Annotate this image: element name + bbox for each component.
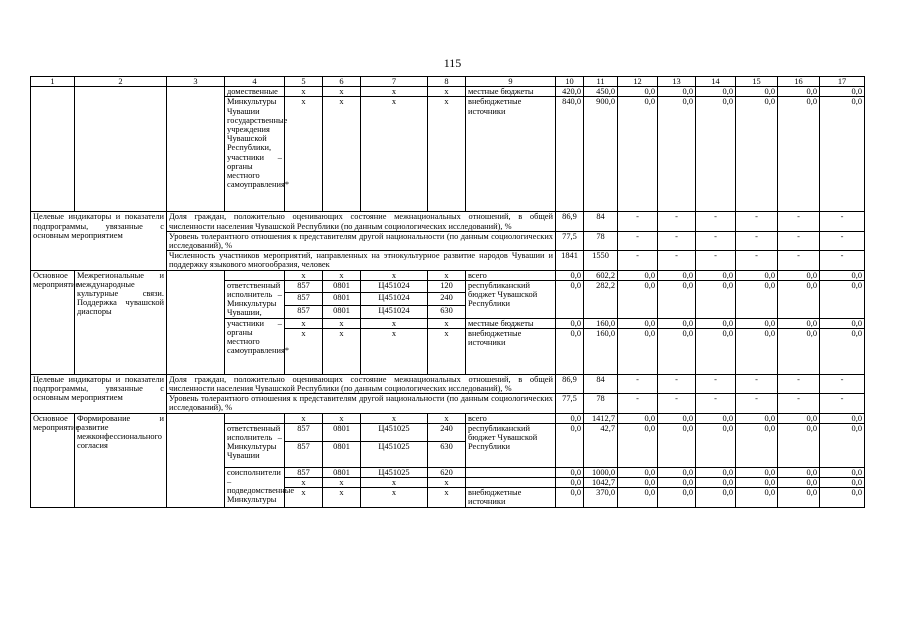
col-num: 12 [618, 77, 658, 87]
amount-cell: 0,0 [618, 280, 658, 318]
amount-cell: 0,0 [556, 270, 584, 280]
funding-source [466, 467, 556, 477]
amount-cell: 0,0 [658, 87, 696, 97]
table-row [31, 87, 865, 97]
code-grbs: x [285, 87, 323, 97]
col-num: 1 [31, 77, 75, 87]
col-num: 4 [225, 77, 285, 87]
indicator-dash: - [658, 251, 696, 270]
code-target-article: Ц451024 [361, 280, 428, 293]
funding-source: внебюджетные источники [466, 328, 556, 374]
amount-cell: 0,0 [778, 467, 820, 477]
col3-cell [167, 270, 225, 374]
measure-type: Основное мероприятие [31, 270, 75, 374]
code-grbs: x [285, 478, 323, 488]
amount-cell: 0,0 [820, 478, 865, 488]
amount-cell: 0,0 [658, 478, 696, 488]
code-target-article: Ц451025 [361, 423, 428, 441]
amount-cell: 0,0 [820, 270, 865, 280]
code-section: x [323, 270, 361, 280]
amount-cell: 900,0 [584, 97, 618, 212]
amount-cell: 0,0 [736, 488, 778, 507]
code-section: x [323, 488, 361, 507]
amount-cell: 0,0 [658, 270, 696, 280]
indicator-value: 1550 [584, 251, 618, 270]
executor-cell: домественные [225, 87, 285, 97]
indicator-dash: - [778, 212, 820, 231]
amount-cell: 1042,7 [584, 478, 618, 488]
code-section: 0801 [323, 467, 361, 477]
code-expense-type: x [428, 413, 466, 423]
code-expense-type: x [428, 318, 466, 328]
funding-source: внебюджетные источники [466, 97, 556, 212]
indicator-dash: - [820, 231, 865, 250]
code-target-article: Ц451024 [361, 293, 428, 306]
code-expense-type: x [428, 270, 466, 280]
amount-cell: 0,0 [696, 318, 736, 328]
amount-cell: 0,0 [696, 87, 736, 97]
indicator-value: 86,9 [556, 212, 584, 231]
amount-cell: 0,0 [736, 478, 778, 488]
code-expense-type: 240 [428, 293, 466, 306]
indicator-value: 78 [584, 394, 618, 413]
measure-name: Межрегиональные и международные культурные связи. Поддержка чувашской диаспоры [75, 270, 167, 374]
amount-cell: 0,0 [658, 467, 696, 477]
amount-cell: 0,0 [820, 280, 865, 318]
amount-cell: 0,0 [658, 97, 696, 212]
col-num: 13 [658, 77, 696, 87]
col-num: 6 [323, 77, 361, 87]
code-expense-type: x [428, 328, 466, 374]
col3-cell [167, 87, 225, 212]
code-expense-type: x [428, 87, 466, 97]
code-section: 0801 [323, 306, 361, 319]
amount-cell: 602,2 [584, 270, 618, 280]
code-section: x [323, 413, 361, 423]
code-target-article: x [361, 328, 428, 374]
code-grbs: x [285, 97, 323, 212]
amount-cell: 0,0 [618, 270, 658, 280]
col-num: 2 [75, 77, 167, 87]
amount-cell: 0,0 [618, 478, 658, 488]
amount-cell: 0,0 [736, 270, 778, 280]
code-target-article: x [361, 97, 428, 212]
code-expense-type: 630 [428, 441, 466, 467]
code-expense-type: 120 [428, 280, 466, 293]
amount-cell: 0,0 [736, 318, 778, 328]
col-num: 17 [820, 77, 865, 87]
col-num: 9 [466, 77, 556, 87]
amount-cell: 0,0 [618, 318, 658, 328]
amount-cell: 0,0 [696, 413, 736, 423]
funding-source: местные бюджеты [466, 318, 556, 328]
amount-cell: 0,0 [820, 87, 865, 97]
amount-cell: 0,0 [778, 97, 820, 212]
amount-cell: 0,0 [696, 270, 736, 280]
amount-cell: 0,0 [736, 328, 778, 374]
amount-cell: 840,0 [556, 97, 584, 212]
program-table [30, 76, 865, 508]
col3-cell [167, 413, 225, 507]
indicator-dash: - [618, 231, 658, 250]
amount-cell: 0,0 [618, 488, 658, 507]
indicator-dash: - [820, 212, 865, 231]
col-num: 11 [584, 77, 618, 87]
executor-cell: ответственный исполнитель – Минкультуры Чувашии [225, 423, 285, 467]
indicator-text: Уровень толерантного отношения к представителям другой национальности (по данным социологических исследований), % [167, 231, 556, 250]
indicator-dash: - [658, 394, 696, 413]
code-grbs: 857 [285, 467, 323, 477]
measure-name: Формирование и развитие межконфессионального согласия [75, 413, 167, 507]
funding-source: внебюджетные источники [466, 488, 556, 507]
indicator-dash: - [696, 251, 736, 270]
code-target-article: Ц451025 [361, 467, 428, 477]
code-expense-type: 620 [428, 467, 466, 477]
indicator-dash: - [658, 212, 696, 231]
indicator-text: Численность участников мероприятий, направленных на этнокультурное развитие народов Чувашии и поддержку языкового многообразия, человек [167, 251, 556, 270]
amount-cell: 0,0 [820, 318, 865, 328]
amount-cell: 0,0 [778, 318, 820, 328]
executor-cell: соисполнители – подведомственные Минкультуры [225, 467, 285, 507]
amount-cell: 420,0 [556, 87, 584, 97]
code-grbs: 857 [285, 423, 323, 441]
executor-cell: участники – органы местного самоуправления* [225, 318, 285, 374]
executor-cell: ответственный исполнитель – Минкультуры Чувашии, [225, 280, 285, 318]
amount-cell: 0,0 [820, 413, 865, 423]
amount-cell: 0,0 [820, 488, 865, 507]
code-grbs: x [285, 318, 323, 328]
amount-cell: 0,0 [556, 467, 584, 477]
funding-source: местные бюджеты [466, 87, 556, 97]
indicator-dash: - [696, 394, 736, 413]
amount-cell: 0,0 [778, 87, 820, 97]
amount-cell: 0,0 [696, 478, 736, 488]
indicator-dash: - [736, 374, 778, 393]
code-section: 0801 [323, 280, 361, 293]
code-expense-type: x [428, 97, 466, 212]
amount-cell: 450,0 [584, 87, 618, 97]
indicator-row [31, 374, 865, 393]
indicator-dash: - [618, 212, 658, 231]
code-grbs: 857 [285, 306, 323, 319]
amount-cell: 0,0 [618, 413, 658, 423]
col2-cell [75, 87, 167, 212]
executor-empty [225, 270, 285, 280]
indicator-dash: - [736, 394, 778, 413]
indicator-text: Доля граждан, положительно оценивающих состояние межнациональных отношений, в общей численности населения Чувашской Республики (по данным социологических исследований), % [167, 212, 556, 231]
col-num: 14 [696, 77, 736, 87]
amount-cell: 0,0 [556, 318, 584, 328]
code-section: x [323, 318, 361, 328]
amount-cell: 1000,0 [584, 467, 618, 477]
code-expense-type: x [428, 478, 466, 488]
code-grbs: x [285, 488, 323, 507]
code-expense-type: x [428, 488, 466, 507]
indicator-dash: - [820, 251, 865, 270]
indicator-dash: - [618, 251, 658, 270]
funding-source: республиканский бюджет Чувашской Республики [466, 423, 556, 467]
amount-cell: 0,0 [778, 280, 820, 318]
amount-cell: 0,0 [778, 488, 820, 507]
amount-cell: 0,0 [736, 97, 778, 212]
funding-source: всего [466, 270, 556, 280]
col-num: 15 [736, 77, 778, 87]
amount-cell: 0,0 [820, 467, 865, 477]
amount-cell: 0,0 [658, 423, 696, 467]
funding-source [466, 478, 556, 488]
indicator-dash: - [696, 212, 736, 231]
amount-cell: 160,0 [584, 328, 618, 374]
indicator-dash: - [778, 374, 820, 393]
amount-cell: 0,0 [696, 488, 736, 507]
code-expense-type: 240 [428, 423, 466, 441]
amount-cell: 0,0 [778, 478, 820, 488]
code-section: x [323, 328, 361, 374]
code-target-article: x [361, 478, 428, 488]
amount-cell: 0,0 [778, 423, 820, 467]
code-section: x [323, 478, 361, 488]
code-section: 0801 [323, 293, 361, 306]
indicator-dash: - [696, 374, 736, 393]
indicator-dash: - [736, 212, 778, 231]
page-number: 115 [443, 56, 462, 70]
code-section: 0801 [323, 423, 361, 441]
amount-cell: 42,7 [584, 423, 618, 467]
indicator-dash: - [778, 251, 820, 270]
amount-cell: 0,0 [556, 488, 584, 507]
col-num: 8 [428, 77, 466, 87]
code-grbs: 857 [285, 441, 323, 467]
amount-cell: 0,0 [778, 413, 820, 423]
code-target-article: x [361, 488, 428, 507]
amount-cell: 0,0 [820, 97, 865, 212]
indicators-label: Целевые индикаторы и показатели подпрограммы, увязанные с основным мероприятием [31, 374, 167, 413]
amount-cell: 370,0 [584, 488, 618, 507]
amount-cell: 0,0 [658, 280, 696, 318]
indicator-dash: - [658, 231, 696, 250]
amount-cell: 0,0 [658, 488, 696, 507]
amount-cell: 0,0 [778, 328, 820, 374]
indicator-value: 1841 [556, 251, 584, 270]
amount-cell: 0,0 [658, 413, 696, 423]
indicator-dash: - [618, 394, 658, 413]
indicator-dash: - [736, 231, 778, 250]
indicator-dash: - [778, 231, 820, 250]
indicator-text: Уровень толерантного отношения к представителям другой национальности (по данным социологических исследований), % [167, 394, 556, 413]
amount-cell: 0,0 [618, 328, 658, 374]
amount-cell: 0,0 [736, 413, 778, 423]
indicator-dash: - [736, 251, 778, 270]
measure-row [31, 270, 865, 280]
amount-cell: 0,0 [696, 423, 736, 467]
code-grbs: x [285, 328, 323, 374]
code-target-article: x [361, 87, 428, 97]
indicator-value: 78 [584, 231, 618, 250]
measure-type: Основное мероприятие [31, 413, 75, 507]
code-grbs: x [285, 413, 323, 423]
amount-cell: 0,0 [618, 97, 658, 212]
col-num: 5 [285, 77, 323, 87]
amount-cell: 0,0 [556, 423, 584, 467]
amount-cell: 0,0 [658, 318, 696, 328]
amount-cell: 0,0 [736, 423, 778, 467]
indicator-dash: - [820, 374, 865, 393]
indicator-row [31, 212, 865, 231]
indicator-value: 84 [584, 212, 618, 231]
col-num: 7 [361, 77, 428, 87]
col1-cell [31, 87, 75, 212]
amount-cell: 0,0 [618, 467, 658, 477]
code-expense-type: 630 [428, 306, 466, 319]
code-target-article: Ц451024 [361, 306, 428, 319]
amount-cell: 0,0 [820, 423, 865, 467]
amount-cell: 0,0 [696, 280, 736, 318]
code-grbs: 857 [285, 293, 323, 306]
code-section: x [323, 97, 361, 212]
code-section: x [323, 87, 361, 97]
amount-cell: 0,0 [820, 328, 865, 374]
indicator-dash: - [618, 374, 658, 393]
indicator-value: 84 [584, 374, 618, 393]
amount-cell: 1412,7 [584, 413, 618, 423]
column-number-row [31, 77, 865, 87]
amount-cell: 0,0 [778, 270, 820, 280]
measure-row [31, 413, 865, 423]
amount-cell: 0,0 [556, 280, 584, 318]
code-target-article: x [361, 270, 428, 280]
amount-cell: 0,0 [556, 328, 584, 374]
amount-cell: 0,0 [736, 467, 778, 477]
amount-cell: 0,0 [696, 467, 736, 477]
indicator-value: 86,9 [556, 374, 584, 393]
amount-cell: 0,0 [658, 328, 696, 374]
indicator-dash: - [658, 374, 696, 393]
executor-empty [225, 413, 285, 423]
col-num: 3 [167, 77, 225, 87]
amount-cell: 0,0 [556, 413, 584, 423]
indicator-text: Доля граждан, положительно оценивающих состояние межнациональных отношений, в общей численности населения Чувашской Республики (по данным социологических исследований), % [167, 374, 556, 393]
funding-source: республиканский бюджет Чувашской Республики [466, 280, 556, 318]
amount-cell: 0,0 [696, 97, 736, 212]
indicators-label: Целевые индикаторы и показатели подпрограммы, увязанные с основным мероприятием [31, 212, 167, 270]
amount-cell: 160,0 [584, 318, 618, 328]
amount-cell: 0,0 [736, 280, 778, 318]
amount-cell: 0,0 [736, 87, 778, 97]
executor-cell: Минкультуры Чувашии государственные учреждения Чувашской Республики, участники – органы местного самоуправления* [225, 97, 285, 212]
indicator-dash: - [778, 394, 820, 413]
col-num: 16 [778, 77, 820, 87]
code-target-article: Ц451025 [361, 441, 428, 467]
funding-source: всего [466, 413, 556, 423]
code-section: 0801 [323, 441, 361, 467]
code-target-article: x [361, 413, 428, 423]
code-grbs: 857 [285, 280, 323, 293]
indicator-value: 77,5 [556, 394, 584, 413]
col-num: 10 [556, 77, 584, 87]
amount-cell: 0,0 [696, 328, 736, 374]
amount-cell: 0,0 [618, 87, 658, 97]
indicator-value: 77,5 [556, 231, 584, 250]
code-target-article: x [361, 318, 428, 328]
amount-cell: 0,0 [618, 423, 658, 467]
code-grbs: x [285, 270, 323, 280]
amount-cell: 282,2 [584, 280, 618, 318]
indicator-dash: - [696, 231, 736, 250]
amount-cell: 0,0 [556, 478, 584, 488]
indicator-dash: - [820, 394, 865, 413]
